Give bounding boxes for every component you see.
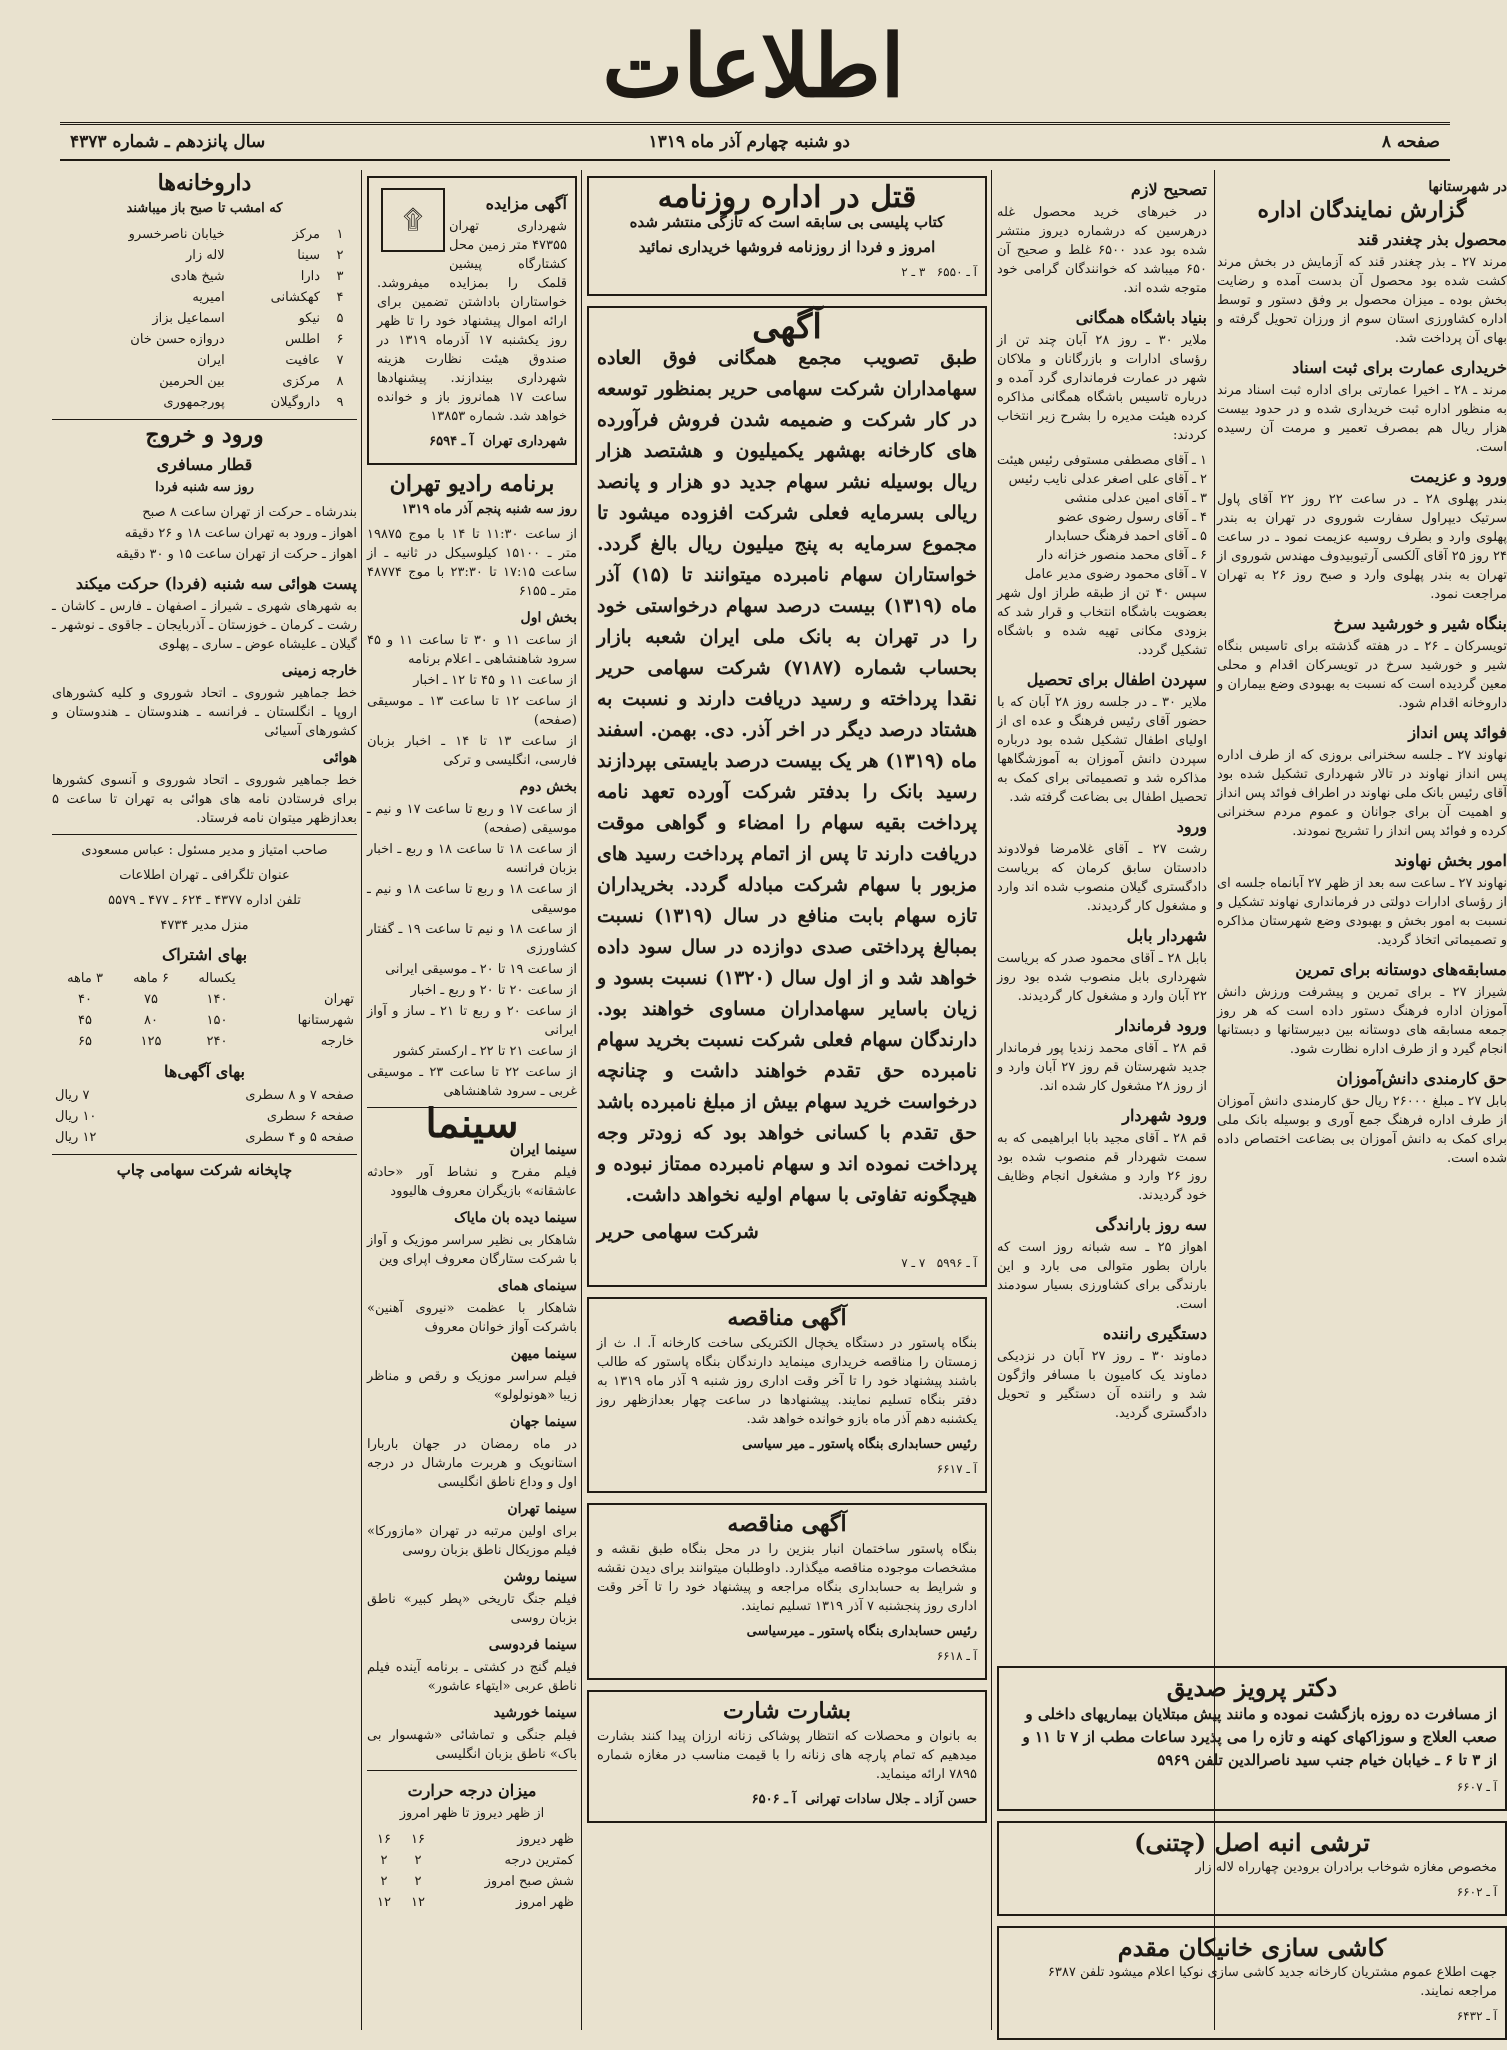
news-heading: شهردار بابل xyxy=(1126,926,1207,945)
news-body: رشت ۲۷ ـ آقای غلامرضا فولادوند دادستان سابق کرمان که بریاست دادگستری گیلان منصوب شده اند وارد و مشغول کار گردیدند. xyxy=(997,842,1207,914)
cinema-item xyxy=(367,1209,577,1269)
ad-rate-label: صفحه ۶ سطری xyxy=(266,1109,354,1124)
news-heading: سپردن اطفال برای تحصیل xyxy=(1026,670,1207,689)
tender-ad xyxy=(587,1297,987,1493)
radio-item: از ساعت ۱۸ و ربع تا ساعت ۱۸ و نیم ـ موسیقی xyxy=(367,882,577,916)
cinema-section-title: سینما xyxy=(425,1100,519,1147)
radio-item: از ساعت ۱۳ تا ۱۴ ـ اخبار بزبان فارسی، انگلیسی و ترکی xyxy=(367,734,578,768)
column-center-ads xyxy=(587,170,987,1807)
news-body: ملایر ۳۰ ـ روز ۲۸ آبان چند تن از رؤسای ادارات و بازرگانان و ملاکان شهر در عمارت فرمانداری گرد آمده و درباره تاسیس باشگاه همگانی مذاکره کرده هیئت مدیره را بشرح زیر انتخاب کردند: xyxy=(997,333,1207,443)
member-list xyxy=(997,451,1207,584)
cinema-name: سینما دیده بان مایاک xyxy=(454,1210,577,1226)
foreign-title: خارجه زمینی xyxy=(281,663,357,679)
news-heading: بنیاد باشگاه همگانی xyxy=(1075,308,1207,327)
cinema-name: سینمای همای xyxy=(497,1278,577,1294)
post-body: به شهرهای شهری ـ شیراز ـ اصفهان ـ فارس ـ کاشان ـ رشت ـ کرمان ـ خوزستان ـ آذربایجان ـ جاقوی ـ نوشهر ـ گیلان ـ علیشاه عوض ـ ساری ـ پهلوی xyxy=(52,599,357,652)
ad-code: ۷ ـ ۷ xyxy=(901,1256,926,1270)
news-heading: ورود xyxy=(1176,817,1207,836)
pharmacy-number: ۱ xyxy=(336,227,344,242)
pharmacy-street: امیریه xyxy=(192,290,225,305)
pharmacy-name: کهکشانی xyxy=(270,290,320,305)
pharmacy-row xyxy=(52,371,357,392)
pharmacy-number: ۶ xyxy=(336,332,344,347)
ad-title: آگهی مناقصه xyxy=(727,1511,847,1537)
pharmacy-name: سینا xyxy=(297,248,320,263)
ad-rate-value: ۱۰ ریال xyxy=(55,1109,97,1124)
subscription-price: ۱۲۵ xyxy=(140,1034,162,1049)
member-item: ۱ ـ آقای مصطفی مستوفی رئیس هیئت xyxy=(997,453,1207,468)
subscription-head: ۳ ماهه xyxy=(67,971,103,986)
news-heading: ورود فرماندار xyxy=(1116,1016,1207,1035)
radio-schedule xyxy=(367,631,577,770)
news-heading: ورود و عزیمت xyxy=(1410,467,1507,486)
news-body: ملایر ۳۰ ـ در جلسه روز ۲۸ آبان که با حضور آقای رئیس فرهنگ و عده ای از اولیای اطفال تشکیل شده بود درباره سپردن دانش آموزان به آموزشگاهها مذاکره شد و تصمیماتی برای کمک به تحصیل اطفال بی بضاعت گرفته شد. xyxy=(997,695,1208,805)
radio-part-title: بخش اول xyxy=(520,610,577,626)
radio-item: از ساعت ۲۰ و ربع تا ۲۱ ـ ساز و آواز ایرانی xyxy=(367,1004,578,1038)
train-item: بندرشاه ـ حرکت از تهران ساعت ۸ صبح xyxy=(142,505,357,520)
ad-body: طبق تصویب مجمع همگانی فوق العاده سهامداران شرکت سهامی حریر بمنظور توسعه در کار شرکت و ضمیمه شدن فروش فرآورده های کارخانه بهشهر یکمیلیون و هشتصد هزار ریال بوسیله نشر سهام جدید دو هزار و پانصد ریالی بسرمایه فعلی شرکت افزوده میشود تا مجموع سرمایه به پنج میلیون ریال بالغ گردد. خواستاران سهام نامبرده میتوانند تا (۱۵) آذر ماه (۱۳۱۹) بیست درصد سهام درخواستی خود را در تهران به بانک ملی ایران شعبه بازار بحساب شماره (۷۱۸۷) شرکت سهامی حریر نقدا پرداخته و رسید دریافت دارند و نسبت به هشتاد درصد دیگر در اخر آذر. دی. بهمن. اسفند ماه (۱۳۱۹) هر یک بیست درصد بایستی بپردازند رسید بانک را بدفتر شرکت آورده تعهد نامه پرداخت بقیه سهام را امضاء و گواهی موقت دریافت دارند تا پس از اتمام پرداخت رسید های مزبور با سهام شرکت مبادله گردد. بخریداران تازه سهام بابت منافع در سال (۱۳۱۹) نسبت بمبالغ پرداختی صدی دوازده در سال سود داده خواهد شد و از اول سال (۱۳۲۰) نسبت بسود و زیان باسایر سهامداران مساوی خواهند بود. دارندگان سهام فعلی شرکت نسبت بخرید سهام نامبرده حق تقدم خواهند داشت و چنانچه درخواست خرید سهام بیش از مبلغ نامبرده باشد حق تقدم با کسانی خواهد بود که زودتر وجه پرداخت نموده اند و سهام نامبرده ممتاز نبوده و هیچگونه تفاوتی با سهام اولیه نخواهد داشت. xyxy=(597,347,978,1206)
train-item: اهواز ـ ورود به تهران ساعت ۱۸ و ۲۶ دقیقه xyxy=(124,526,357,541)
cinema-name: سینما ایران xyxy=(509,1142,577,1158)
column-local-news xyxy=(997,170,1207,1650)
bottom-ads xyxy=(997,1660,1507,2050)
news-body: شیراز ۲۷ ـ برای تمرین و پیشرفت ورزش دانش آموزان اداره فرهنگ دستور داده است که هر روز جمعه مسابقه های دوستانه بین دبیرستانها و دبستانها انجام گیرد و از طرف اداره نظارت شود. xyxy=(1217,985,1507,1057)
auction-ad xyxy=(367,176,577,465)
news-body: نهاوند ۲۷ ـ ساعت سه بعد از ظهر ۲۷ آبانماه جلسه ای از رؤسای ادارات دولتی در فرمانداری نهاوند تشکیل و نسبت به امور بخش و بهبودی وضع شهرستان مذاکره و تصمیماتی اتخاذ گردید. xyxy=(1217,876,1507,948)
cinema-name: سینما تهران xyxy=(507,1501,577,1517)
ad-code: آ ـ ۵۹۹۶ xyxy=(936,1256,977,1270)
pharmacy-row xyxy=(52,287,357,308)
pharmacy-number: ۵ xyxy=(336,311,344,326)
subscription-label: شهرستانها xyxy=(297,1013,354,1028)
radio-item: از ساعت ۱۱ و ۴۵ تا ۱۲ ـ اخبار xyxy=(413,673,577,688)
cinema-desc: شاهکار بی نظیر سراسر موزیک و آواز با شرکت ستارگان معروف اپرای وین xyxy=(367,1233,577,1267)
radio-item: از ساعت ۲۰ تا ۲۰ و ربع ـ اخبار xyxy=(410,983,577,998)
cinema-item xyxy=(367,1277,577,1337)
radio-part-title: بخش دوم xyxy=(519,779,577,795)
column-radio-cinema xyxy=(367,170,577,2030)
cinema-item xyxy=(367,1568,577,1628)
tender-ad xyxy=(587,1503,987,1680)
ad-body: بنگاه پاستور ساختمان انبار بنزین را در محل بنگاه طبق نقشه و مشخصات موجوده مناقصه میگذارد. داوطلبان میتوانند برای دیدن نقشه و شرایط به حسابداری بنگاه مراجعه و پیشنهاد خود را تا آخر وقت اداری روز پنجشنبه ۷ آذر ۱۳۱۹ تسلیم نمایند. xyxy=(597,1542,977,1614)
ad-body: مخصوص مغازه شوخاب برادران برودین چهارراه لاله زار xyxy=(1195,1860,1497,1875)
news-body: سپس ۴۰ تن از طبقه طراز اول شهر بعضویت باشگاه انتخاب و قرار شد که بزودی مکانی تهیه شده و باشگاه تشکیل گردد. xyxy=(997,586,1207,658)
pharmacy-table xyxy=(52,224,357,413)
ad-code: آ ـ ۶۶۰۲ xyxy=(1456,1885,1497,1899)
news-heading: تصحیح لازم xyxy=(1130,180,1207,199)
pharmacy-subtitle: که امشب تا صبح باز میباشند xyxy=(126,201,283,216)
cinema-name: سینما میهن xyxy=(510,1346,577,1362)
ad-title: کاشی سازی خانیکان مقدم xyxy=(1117,1933,1387,1962)
pharmacy-name: مرکز xyxy=(292,227,320,242)
temp-value: ۱۲ xyxy=(377,1895,391,1910)
temperature-row xyxy=(367,1871,577,1892)
ad-title: بشارت شارت xyxy=(723,1698,851,1724)
printer-line: چاپخانه شرکت سهامی چاپ xyxy=(116,1161,293,1179)
foreign-body: خط جماهیر شوروی ـ اتحاد شوروی و کلیه کشورهای اروپا ـ انگلستان ـ فرانسه ـ هندوستان ـ هندوستان و کشورهای آسیائی xyxy=(52,686,357,739)
owner-line: صاحب امتیاز و مدیر مسئول : عباس مسعودی xyxy=(81,843,328,858)
cinema-name: سینما فردوسی xyxy=(488,1637,577,1653)
temperature-title: میزان درجه حرارت xyxy=(407,1781,537,1800)
ad-code: آ ـ ۶۶۱۸ xyxy=(936,1649,977,1663)
news-heading: سه روز باراندگی xyxy=(1095,1215,1207,1234)
radio-item: از ساعت ۱۸ تا ساعت ۱۸ و ربع ـ اخبار بزبان فرانسه xyxy=(367,842,577,876)
pharmacy-name: نیکو xyxy=(298,311,320,326)
temp-value: ۲ xyxy=(414,1853,422,1868)
subscription-row xyxy=(52,1010,357,1031)
issue-number: سال پانزدهم ـ شماره ۴۳۷۳ xyxy=(70,132,266,152)
air-title: هوائی xyxy=(322,750,357,766)
pharmacy-name: دارا xyxy=(300,269,320,284)
subscription-row xyxy=(52,1031,357,1052)
radio-item: از ساعت ۲۲ تا ساعت ۲۳ ـ موسیقی غربی ـ سرود شاهنشاهی xyxy=(367,1065,578,1099)
train-list xyxy=(52,503,357,564)
share-issue-ad xyxy=(587,306,987,1287)
news-body: بابل ۲۷ ـ مبلغ ۲۶۰۰۰ ریال حق کارمندی دانش آموزان از طرف اداره فرهنگ جمع آوری و بوسیله بانک ملی برای کمک به دانش آموزان بی بضاعت اختصاص داده شده است. xyxy=(1217,1094,1507,1166)
doctor-ad xyxy=(997,1666,1507,1811)
radio-item: از ساعت ۱۸ و نیم تا ساعت ۱۹ ـ گفتار کشاورزی xyxy=(367,922,577,956)
news-body: نهاوند ۲۷ ـ جلسه سخنرانی بروزی که از طرف اداره پس انداز نهاوند در تالار شهرداری تشکیل شده بود آقای رئیس بانک ملی نهاوند در اطراف فوائد پس انداز و اهمیت آن برای جوانان و عموم مردم سخنرانی کرده و فوائد پس انداز را تشریح نمودند. xyxy=(1217,748,1507,839)
cinema-item xyxy=(367,1500,577,1560)
pharmacy-row xyxy=(52,245,357,266)
subscription-header xyxy=(52,968,357,989)
pharmacy-street: بین الحرمین xyxy=(159,374,225,389)
pharmacy-number: ۲ xyxy=(336,248,344,263)
ad-body: بنگاه پاستور در دستگاه یخچال الکتریکی ساخت کارخانه آ. ا. ث از زمستان را مناقصه خریداری مینماید دارندگان بنگاه پاستور که طالب باشند پیشنهاد خود را تا آخر وقت اداری روز شنبه ۹ آذر ماه ۱۳۱۹ به دفتر بنگاه تسلیم نمایند. پیشنهادها در ساعت چهار بعدازظهر روز یکشنبه دهم آذر ماه بازو خوانده خواهد شد. xyxy=(597,1336,977,1427)
dateline-bar xyxy=(60,122,1450,161)
member-item: ۴ ـ آقای رسول رضوی عضو xyxy=(1058,510,1207,525)
cinema-desc: فیلم گنج در کشتی ـ برنامه آینده فیلم ناطق عربی «ایتهاء عاشور» xyxy=(367,1660,577,1694)
subscription-head: ۶ ماهه xyxy=(133,971,169,986)
cinema-desc: برای اولین مرتبه در تهران «مازورکا» فیلم موزیکال ناطق بزبان روسی xyxy=(367,1524,577,1558)
ad-signature: رئیس حسابداری بنگاه پاستور ـ میرسیاسی xyxy=(746,1624,977,1639)
torshi-ad xyxy=(997,1821,1507,1916)
cinema-desc: فیلم سراسر موزیک و رقص و مناظر زیبا «هونولولو» xyxy=(367,1369,577,1403)
subscription-title: بهای اشتراک xyxy=(161,945,248,964)
address-line: عنوان تلگرافی ـ تهران اطلاعات xyxy=(119,868,290,883)
pharmacy-name: مرکزی xyxy=(282,374,320,389)
ad-code: آ ـ ۶۴۳۲ xyxy=(1456,2009,1497,2023)
pharmacy-street: اسماعیل بزاز xyxy=(152,311,225,326)
news-list xyxy=(1217,230,1507,1168)
cinema-item xyxy=(367,1413,577,1492)
cinema-item xyxy=(367,1636,577,1696)
municipality-seal-icon: ۩ xyxy=(381,188,445,252)
subscription-price: ۱۵۰ xyxy=(206,1013,228,1028)
section-title: گزارش نمایندگان اداره xyxy=(1257,197,1467,223)
radio-item: از ساعت ۲۱ تا ۲۲ ـ ارکستر کشور xyxy=(393,1044,577,1059)
ad-signature: شهرداری تهران xyxy=(482,434,567,449)
cinema-desc: فیلم مفرح و نشاط آور «حادثه عاشقانه» بازیگران معروف هالیوود xyxy=(367,1165,577,1199)
ad-signature: رئیس حسابداری بنگاه پاستور ـ میر سیاسی xyxy=(742,1437,977,1452)
pharmacy-number: ۳ xyxy=(336,269,344,284)
cinema-name: سینما خورشید xyxy=(493,1705,577,1721)
ad-body: جهت اطلاع عموم مشتریان کارخانه جدید کاشی سازی نوکیا اعلام میشود تلفن ۶۳۸۷ مراجعه نمایند. xyxy=(1047,1965,1497,1999)
member-item: ۳ ـ آقای امین عدلی منشی xyxy=(1064,491,1207,506)
temp-value: ۲ xyxy=(414,1874,422,1889)
book-ad xyxy=(587,176,987,296)
subscription-head: یکساله xyxy=(198,971,236,986)
ad-rate-row xyxy=(52,1085,357,1106)
news-heading: امور بخش نهاوند xyxy=(1394,851,1507,870)
news-body: در خبرهای خرید محصول غله درهرسین که درشماره دیروز منتشر شده بود عدد ۶۵۰۰ غلط و صحیح آن ۶۵۰ میباشد که خوانندگان گرامی خود متوجه شده اند. xyxy=(997,205,1208,296)
cinema-item xyxy=(367,1704,577,1764)
subscription-row xyxy=(52,989,357,1010)
pharmacy-number: ۹ xyxy=(336,395,344,410)
cinema-item xyxy=(367,1141,577,1201)
subscription-price: ۲۴۰ xyxy=(206,1034,228,1049)
cinema-item xyxy=(367,1345,577,1405)
pharmacy-name: داروگیلان xyxy=(270,395,320,410)
cinema-name: سینما جهان xyxy=(509,1414,577,1430)
ad-title: آگهی مناقصه xyxy=(727,1305,847,1331)
ad-rate-label: صفحه ۵ و ۴ سطری xyxy=(245,1130,354,1145)
ad-rates-title: بهای آگهی‌ها xyxy=(164,1062,245,1081)
pharmacy-name: عافیت xyxy=(285,353,320,368)
temperature-subtitle: از ظهر دیروز تا ظهر امروز xyxy=(399,1806,545,1821)
radio-title: برنامه رادیو تهران xyxy=(389,471,555,497)
news-heading: فوائد پس انداز xyxy=(1408,723,1507,742)
news-heading: دستگیری راننده xyxy=(1102,1324,1207,1343)
temperature-row xyxy=(367,1892,577,1913)
issue-date: دو شنبه چهارم آذر ماه ۱۳۱۹ xyxy=(648,132,850,152)
subscription-price: ۱۴۰ xyxy=(206,992,228,1007)
subscription-label: خارجه xyxy=(320,1034,354,1049)
column-provinces xyxy=(1217,170,1507,1650)
book-ad-headline: قتل در اداره روزنامه xyxy=(657,180,917,215)
ad-code: آ ـ ۶۵۰۶ xyxy=(751,1792,797,1807)
news-body: بندر پهلوی ۲۸ ـ در ساعت ۲۲ روز ۲۲ آقای پاول سرتیک دیپراول سفارت شوروی در تهران به بندر پهلوی وارد و بطرف روسیه عزیمت نمود ـ در ساعت ۲۴ روز ۲۵ آقای آلکسی آرتیوبیدوف مهندس شوروی از تهران به بندر پهلوی وارد و صبح روز ۲۶ به تهران مراجعت نمود. xyxy=(1217,492,1507,602)
news-body: تویسرکان ـ ۲۶ ـ در هفته گذشته برای تاسیس بنگاه شیر و خورشید سرخ در تویسرکان اقدام و محلی معین گردیده است که نسبت به بهبودی وضع بیماران و داروخانه اقدام شود. xyxy=(1217,639,1507,711)
ad-code: آ ـ ۶۶۰۷ xyxy=(1456,1780,1497,1794)
pharmacy-row xyxy=(52,392,357,413)
member-item: ۷ ـ آقای محمود رضوی مدیر عامل xyxy=(1024,567,1207,582)
news-heading: بنگاه شیر و خورشید سرخ xyxy=(1333,614,1507,633)
cinema-name: سینما روشن xyxy=(503,1569,577,1585)
radio-intro: از ساعت ۱۱:۳۰ تا ۱۴ با موج ۱۹۸۷۵ متر ـ ۱۵۱۰۰ کیلوسیکل در ثانیه ـ از ساعت ۱۷:۱۵ تا ۲۳:۳۰ با موج ۴۸۷۷۴ متر ـ ۶۱۵۵ xyxy=(367,527,578,599)
pharmacy-name: اطلس xyxy=(285,332,320,347)
pharmacy-row xyxy=(52,350,357,371)
pharmacy-street: لاله زار xyxy=(186,248,225,263)
pharmacy-street: شیخ هادی xyxy=(170,269,225,284)
tile-ad xyxy=(997,1926,1507,2040)
cinema-desc: فیلم جنگی و تماشائی «شهسوار بی باک» ناطق بزبان انگلیسی xyxy=(367,1728,577,1762)
masthead-title: اطلاعات xyxy=(602,16,905,117)
ad-rate-value: ۱۲ ریال xyxy=(55,1130,97,1145)
ad-rates-table xyxy=(52,1085,357,1148)
pharmacy-number: ۷ xyxy=(336,353,344,368)
news-heading: ورود شهردار xyxy=(1122,1106,1207,1125)
news-body: قم ۲۸ ـ آقای محمد زندیا پور فرماندار جدید شهرستان قم روز ۲۷ آبان وارد و از روز ۲۸ مشغول کار شده اند. xyxy=(997,1041,1207,1094)
train-subtitle: روز سه شنبه فردا xyxy=(155,480,254,495)
member-item: ۵ ـ آقای احمد فرهنگ حسابدار xyxy=(1045,529,1207,544)
radio-item: از ساعت ۱۲ تا ساعت ۱۳ ـ موسیقی (صفحه) xyxy=(367,694,578,728)
bisharat-ad xyxy=(587,1690,987,1823)
column-rule xyxy=(361,170,362,2030)
subscription-table xyxy=(52,968,357,1052)
book-ad-subhead: امروز و فردا از روزنامه فروشها خریداری نمائید xyxy=(638,238,936,256)
news-body: دماوند ۳۰ ـ روز ۲۷ آبان در نزدیکی دماوند یک کامیون با مسافر واژگون شد و راننده آن دستگیر و تحویل دادگستری گردید. xyxy=(997,1349,1208,1421)
ad-body: به بانوان و محصلات که انتظار پوشاکی زنانه ارزان پیدا کنند بشارت میدهیم که تمام پارچه های زنانه را با قیمت مناسب در مغازه شماره ۷۸۹۵ ارائه مینماید. xyxy=(597,1729,977,1782)
radio-date: روز سه شنبه پنجم آذر ماه ۱۳۱۹ xyxy=(401,502,577,517)
news-body: اهواز ۲۵ ـ سه شبانه روز است که باران بطور متوالی می بارد و این بارندگی برای کشاورزی بسیار سودمند است. xyxy=(997,1240,1207,1312)
news-heading: حق کارمندی دانش‌آموزان xyxy=(1336,1069,1507,1088)
column-rule xyxy=(991,170,992,2030)
column-services xyxy=(52,170,357,2030)
temp-value: ۱۲ xyxy=(411,1895,425,1910)
cinema-desc: فیلم جنگ تاریخی «پطر کبیر» ناطق بزبان روسی xyxy=(367,1592,577,1626)
ad-title: آگهی مزایده xyxy=(485,194,567,213)
member-item: ۶ ـ آقای محمد منصور خزانه دار xyxy=(1037,548,1207,563)
news-heading: مسابقه‌های دوستانه برای تمرین xyxy=(1295,960,1507,979)
ad-title: آگهی xyxy=(752,307,822,347)
phone-line: تلفن اداره ۴۳۷۷ ـ ۶۲۴ ـ ۴۷۷ ـ ۵۵۷۹ xyxy=(108,893,301,908)
ad-body: شهرداری تهران ۴۷۳۵۵ متر زمین محل کشتارگاه پیشین قلمک را بمزایده میفروشد. خواستاران باداشتن تضمین برای ارائه اموال پیشنهاد خود را تا ظهر روز یکشنبه ۱۷ آذرماه ۱۳۱۹ در صندوق هیئت نظارت هزینه شهرداری بیندازند. پیشنهادها ساعت ۱۷ همانروز باز و خوانده خواهد شد. شماره ۱۳۸۵۳ xyxy=(377,219,568,424)
pharmacy-street: ایران xyxy=(197,353,225,368)
ad-rate-value: ۷ ریال xyxy=(55,1088,90,1103)
ad-code: آ ـ ۶۵۹۴ xyxy=(429,434,474,449)
temp-value: ۱۶ xyxy=(377,1832,391,1847)
pharmacy-number: ۸ xyxy=(336,374,344,389)
news-body: بابل ۲۸ ـ آقای محمود صدر که بریاست شهرداری بابل منصوب شده بود روز ۲۲ آبان وارد و مشغول کار گردیدند. xyxy=(997,951,1207,1004)
temp-label: ظهر امروز xyxy=(516,1895,574,1910)
column-rule xyxy=(581,170,582,2030)
news-heading: خریداری عمارت برای ثبت اسناد xyxy=(1292,358,1507,377)
radio-item: از ساعت ۱۱ و ۳۰ تا ساعت ۱۱ و ۴۵ سرود شاهنشاهی ـ اعلام برنامه xyxy=(367,633,578,667)
news-body: مرند ـ ۲۸ ـ اخیرا عمارتی برای اداره ثبت اسناد مرند به منظور اداره ثبت خریداری شده و در حدود بیست هزار ریال هم بمصرف تعمیر و مرمت آن رسیده است. xyxy=(1217,383,1507,455)
pharmacy-street: دروازه حسن خان xyxy=(130,332,225,347)
pharmacy-row xyxy=(52,308,357,329)
temperature-row xyxy=(367,1829,577,1850)
subscription-price: ۴۰ xyxy=(78,992,92,1007)
temp-value: ۲ xyxy=(380,1853,388,1868)
page-number: صفحه ۸ xyxy=(1381,132,1440,152)
ad-title: ترشی انبه اصل (چتنی) xyxy=(1134,1828,1370,1857)
subscription-price: ۸۰ xyxy=(144,1013,158,1028)
cinema-desc: در ماه رمضان در جهان باربارا استانویک و هربرت مارشال در درجه اول و وداع ناطق انگلیسی xyxy=(367,1437,577,1490)
pharmacy-title: داروخانه‌ها xyxy=(157,170,252,196)
subscription-corner xyxy=(250,968,357,989)
section-kicker: در شهرستانها xyxy=(1428,179,1507,195)
air-body: خط جماهیر شوروی ـ اتحاد شوروی و آنسوی کشورها برای فرستادن نامه های هوائی به تهران تا ساعت ۵ بعدازظهر میتوان نامه فرستاد. xyxy=(52,773,357,826)
temp-label: ظهر دیروز xyxy=(517,1832,574,1847)
ad-body: از مسافرت ده روزه بازگشت نموده و مانند پیش مبتلایان بیماریهای داخلی و صعب العلاج و سوزاکهای کهنه و تازه را می پذیرد ساعات مطب از ۷ تا ۱۱ و از ۳ تا ۶ ـ خیابان خیام جنب سید ناصرالدین تلفن ۵۹۶۹ xyxy=(1022,1705,1497,1769)
temp-label: شش صبح امروز xyxy=(484,1874,574,1889)
post-title: پست هوائی سه شنبه (فردا) حرکت میکند xyxy=(75,574,357,593)
travel-title: ورود و خروج xyxy=(145,422,264,448)
ad-rate-row xyxy=(52,1127,357,1148)
ad-code: آ ـ ۶۵۵۰ xyxy=(936,265,977,279)
ad-signature: شرکت سهامی حریر xyxy=(597,1221,759,1243)
pharmacy-street: پورجمهوری xyxy=(163,395,225,410)
pharmacy-row xyxy=(52,329,357,350)
radio-item: از ساعت ۱۷ و ربع تا ساعت ۱۷ و نیم ـ موسیقی (صفحه) xyxy=(367,802,577,836)
subscription-price: ۷۵ xyxy=(144,992,158,1007)
radio-schedule xyxy=(367,800,577,1101)
news-body: قم ۲۸ ـ آقای مجید بابا ابراهیمی که به سمت شهردار قم منصوب شده بود روز ۲۶ وارد و مشغول انجام وظایف خود گردیدند. xyxy=(997,1131,1207,1203)
pharmacy-street: خیابان ناصرخسرو xyxy=(128,227,225,242)
ad-code: آ ـ ۶۶۱۷ xyxy=(936,1462,977,1476)
pharmacy-row xyxy=(52,266,357,287)
ad-title: دکتر پرویز صدیق xyxy=(1166,1673,1338,1702)
train-title: قطار مسافری xyxy=(156,455,253,474)
subscription-label: تهران xyxy=(324,992,354,1007)
temp-label: کمترین درجه xyxy=(504,1853,574,1868)
pharmacy-number: ۴ xyxy=(336,290,344,305)
ad-rate-row xyxy=(52,1106,357,1127)
book-ad-subhead: کتاب پلیسی بی سابقه است که تازگی منتشر شده xyxy=(629,213,945,231)
cinema-list xyxy=(367,1141,577,1764)
ad-code: ۳ ـ ۲ xyxy=(901,265,926,279)
subscription-price: ۴۵ xyxy=(78,1013,92,1028)
news-heading: محصول بذر چغندر قند xyxy=(1357,230,1507,249)
cinema-desc: شاهکار با عظمت «نیروی آهنین» باشرکت آواز خوانان معروف xyxy=(367,1301,577,1335)
subscription-price: ۶۵ xyxy=(78,1034,92,1049)
pharmacy-row xyxy=(52,224,357,245)
temperature-table xyxy=(367,1829,577,1913)
temperature-row xyxy=(367,1850,577,1871)
temp-value: ۲ xyxy=(380,1874,388,1889)
radio-item: از ساعت ۱۹ تا ۲۰ ـ موسیقی ایرانی xyxy=(385,962,577,977)
temp-value: ۱۶ xyxy=(411,1832,425,1847)
member-item: ۲ ـ آقای علی اصغر عدلی نایب رئیس xyxy=(1008,472,1207,487)
ad-rate-label: صفحه ۷ و ۸ سطری xyxy=(245,1088,354,1103)
ad-signature: حسن آزاد ـ جلال سادات تهرانی xyxy=(805,1792,977,1807)
news-body: مرند ۲۷ ـ بذر چغندر قند که آزمایش در بخش مرند کشت شده بود محصول آن بدست آمده و رضایت بخش بوده ـ میزان محصول بر وفق دستور و توسط اداره کشاورزی استان سوم از ورزان تحویل گرفته و بهای آن پرداخت شد. xyxy=(1217,255,1507,346)
train-item: اهواز ـ حرکت از تهران ساعت ۱۵ و ۳۰ دقیقه xyxy=(115,547,357,562)
phone-line: منزل مدیر ۴۷۳۴ xyxy=(160,918,249,933)
